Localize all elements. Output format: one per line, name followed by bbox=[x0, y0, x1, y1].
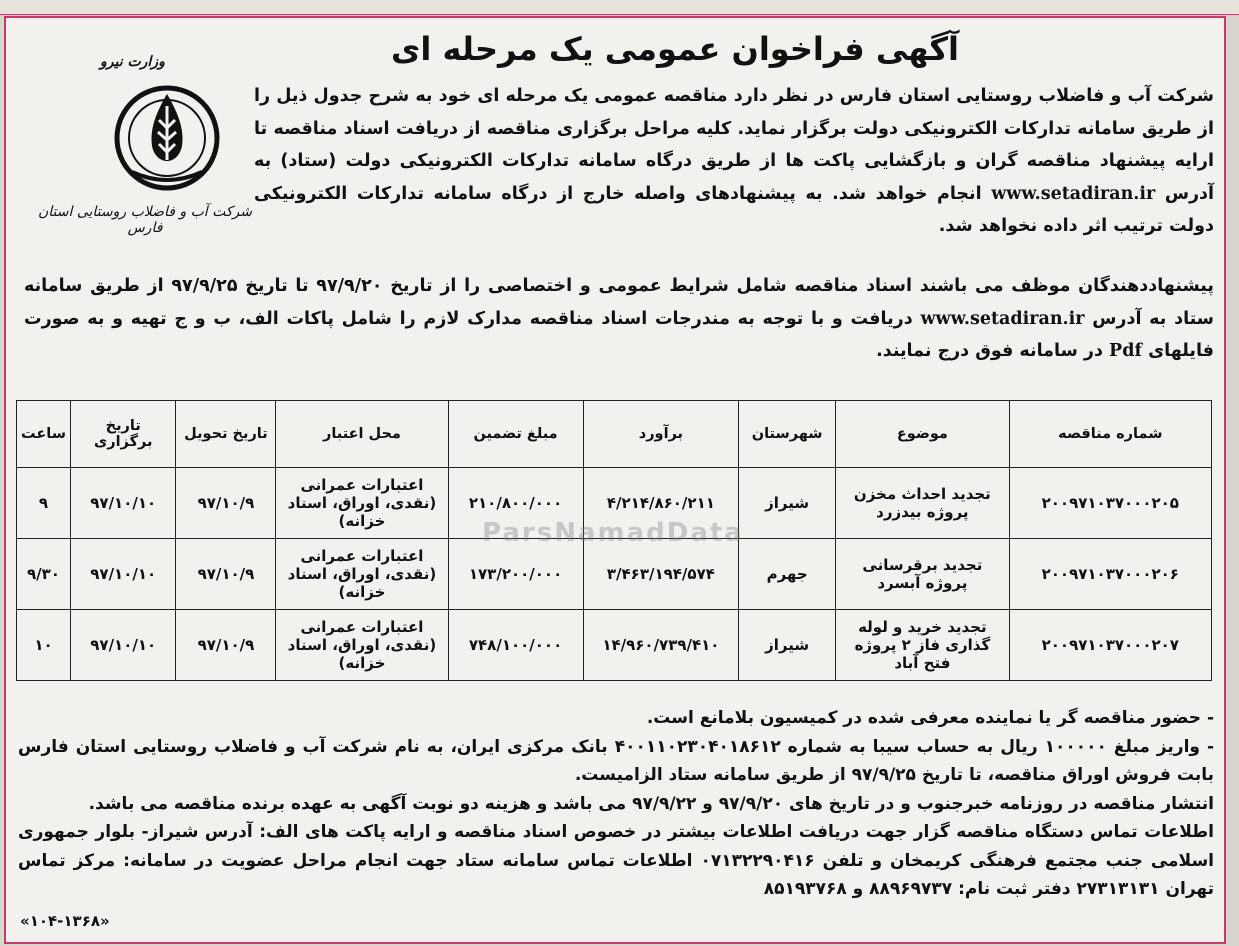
cell-holding: ۹۷/۱۰/۱۰ bbox=[70, 468, 175, 539]
cell-guarantee: ۷۴۸/۱۰۰/۰۰۰ bbox=[448, 610, 583, 681]
intro-text-2: انجام خواهد شد. به پیشنهادهای واصله خارج از درگاه سامانه تدارکات الکترونیکی دولت ترتیب اثر داده نخواهد شد. bbox=[254, 183, 1214, 236]
setad-url-link[interactable]: www.setadiran.ir bbox=[991, 183, 1156, 204]
cell-number: ۲۰۰۹۷۱۰۳۷۰۰۰۲۰۷ bbox=[1009, 610, 1211, 681]
table-row bbox=[17, 539, 1212, 610]
cell-credit: اعتبارات عمرانی (نقدی، اوراق، اسناد خزانه) bbox=[276, 610, 448, 681]
bidder-text-2: دریافت و با توجه به مندرجات اسناد مناقصه مدارک لازم را شامل پاکات الف، ب و ج تهیه و به صورت فایلهای bbox=[24, 308, 1214, 361]
note-item: - حضور مناقصه گر یا نماینده معرفی شده در کمیسیون بلامانع است. bbox=[646, 708, 1214, 728]
col-number: شماره مناقصه bbox=[1009, 401, 1211, 468]
cell-holding: ۹۷/۱۰/۱۰ bbox=[70, 610, 175, 681]
col-delivery: تاریخ تحویل bbox=[176, 401, 276, 468]
note-item: - واریز مبلغ ۱۰۰۰۰۰ ریال به حساب سیبا به شماره ۴۰۰۱۱۰۲۳۰۴۰۱۸۶۱۲ بانک مرکزی ایران، به نام شرکت آب و فاضلاب روستایی استان فارس بابت فروش اوراق مناقصه، تا تاریخ ۹۷/۹/۲۵ از طریق سامانه ستاد الزامیست. bbox=[18, 736, 1215, 785]
bidder-text-3: در سامانه فوق درج نمایند. bbox=[876, 341, 1103, 361]
cell-number: ۲۰۰۹۷۱۰۳۷۰۰۰۲۰۵ bbox=[1009, 468, 1211, 539]
cell-delivery: ۹۷/۱۰/۹ bbox=[176, 610, 276, 681]
cell-number: ۲۰۰۹۷۱۰۳۷۰۰۰۲۰۶ bbox=[1009, 539, 1211, 610]
watermark: ParsNamadData bbox=[482, 518, 744, 548]
col-subject: موضوع bbox=[836, 401, 1009, 468]
cell-estimate: ۱۴/۹۶۰/۷۳۹/۴۱۰ bbox=[583, 610, 739, 681]
col-credit: محل اعتبار bbox=[276, 401, 448, 468]
cell-time: ۱۰ bbox=[17, 610, 71, 681]
cell-estimate: ۴/۲۱۴/۸۶۰/۲۱۱ bbox=[583, 468, 739, 539]
company-label: شرکت آب و فاضلاب روستایی استان فارس bbox=[37, 204, 253, 236]
cell-subject: تجدید خرید و لوله گذاری فاز ۲ پروژه فتح آباد bbox=[836, 610, 1009, 681]
cell-time: ۹ bbox=[17, 468, 71, 539]
cell-estimate: ۳/۴۶۳/۱۹۴/۵۷۴ bbox=[583, 539, 739, 610]
ministry-label: وزارت نیرو bbox=[100, 54, 165, 70]
cell-guarantee: ۱۷۳/۲۰۰/۰۰۰ bbox=[448, 539, 583, 610]
page-title: آگهی فراخوان عمومی یک مرحله ای bbox=[391, 30, 959, 68]
announcement-sheet bbox=[4, 16, 1226, 944]
reference-code: «۱۰۴-۱۳۶۸» bbox=[20, 912, 110, 930]
bidder-text-1: پیشنهاددهندگان موظف می باشند اسناد مناقصه شامل شرایط عمومی و اختصاصی را از تاریخ ۹۷/۹/۲۰ تا تاریخ ۹۷/۹/۲۵ از طریق سامانه ستاد به آدرس bbox=[24, 276, 1214, 329]
cell-city: جهرم bbox=[739, 539, 836, 610]
table-header-row bbox=[17, 401, 1212, 468]
table-row bbox=[17, 610, 1212, 681]
wheat-drop-logo-icon bbox=[112, 76, 222, 196]
notes-section bbox=[18, 704, 1214, 904]
note-item: اطلاعات تماس دستگاه مناقصه گزار جهت دریافت اطلاعات بیشتر در خصوص اسناد مناقصه و ارایه پاکت های الف: آدرس شیراز- بلوار جمهوری اسلامی جنب مجتمع فرهنگی کریمخان و تلفن ۰۷۱۳۲۲۹۰۴۱۶ اطلاعات تماس سامانه ستاد جهت انجام مراحل عضویت در سامانه: مرکز تماس تهران ۲۷۳۱۳۱۳۱ دفتر ثبت نام: ۸۸۹۶۹۷۳۷ و ۸۵۱۹۳۷۶۸ bbox=[18, 822, 1214, 899]
cell-time: ۹/۳۰ bbox=[17, 539, 71, 610]
pdf-label: Pdf bbox=[1109, 341, 1142, 361]
col-estimate: برآورد bbox=[583, 401, 739, 468]
col-holding: تاریخ برگزاری bbox=[70, 401, 175, 468]
cell-guarantee: ۲۱۰/۸۰۰/۰۰۰ bbox=[448, 468, 583, 539]
note-item: انتشار مناقصه در روزنامه خبرجنوب و در تاریخ های ۹۷/۹/۲۰ و ۹۷/۹/۲۲ می باشد و هزینه دو نوبت آگهی به عهده برنده مناقصه می باشد. bbox=[88, 793, 1214, 814]
cell-city: شیراز bbox=[739, 610, 836, 681]
setad-url-link-2[interactable]: www.setadiran.ir bbox=[920, 308, 1085, 329]
col-guarantee: مبلغ تضمین bbox=[448, 401, 583, 468]
cell-subject: تجدید برقرسانی پروژه آبسرد bbox=[836, 539, 1009, 610]
cell-delivery: ۹۷/۱۰/۹ bbox=[176, 468, 276, 539]
bidder-paragraph bbox=[24, 270, 1214, 368]
intro-text-1: شرکت آب و فاضلاب روستایی استان فارس در نظر دارد مناقصه عمومی یک مرحله ای خود به شرح جدول ذیل را از طریق سامانه تدارکات الکترونیکی دولت برگزار نماید. کلیه مراحل برگزاری مناقصه از دریافت اسناد مناقصه تا ارایه پیشنهاد مناقصه گران و بازگشایی پاکت ها از طریق درگاه سامانه تدارکات الکترونیکی دولت (ستاد) به آدرس bbox=[254, 86, 1215, 204]
cell-delivery: ۹۷/۱۰/۹ bbox=[176, 539, 276, 610]
cell-holding: ۹۷/۱۰/۱۰ bbox=[70, 539, 175, 610]
cell-subject: تجدید احداث مخزن پروژه بیدزرد bbox=[836, 468, 1009, 539]
col-time: ساعت bbox=[17, 401, 71, 468]
cell-credit: اعتبارات عمرانی (نقدی، اوراق، اسناد خزانه) bbox=[276, 468, 448, 539]
top-strip bbox=[0, 0, 1239, 15]
cell-credit: اعتبارات عمرانی (نقدی، اوراق، اسناد خزانه) bbox=[276, 539, 448, 610]
col-city: شهرستان bbox=[739, 401, 836, 468]
intro-paragraph bbox=[254, 80, 1214, 243]
cell-city: شیراز bbox=[739, 468, 836, 539]
